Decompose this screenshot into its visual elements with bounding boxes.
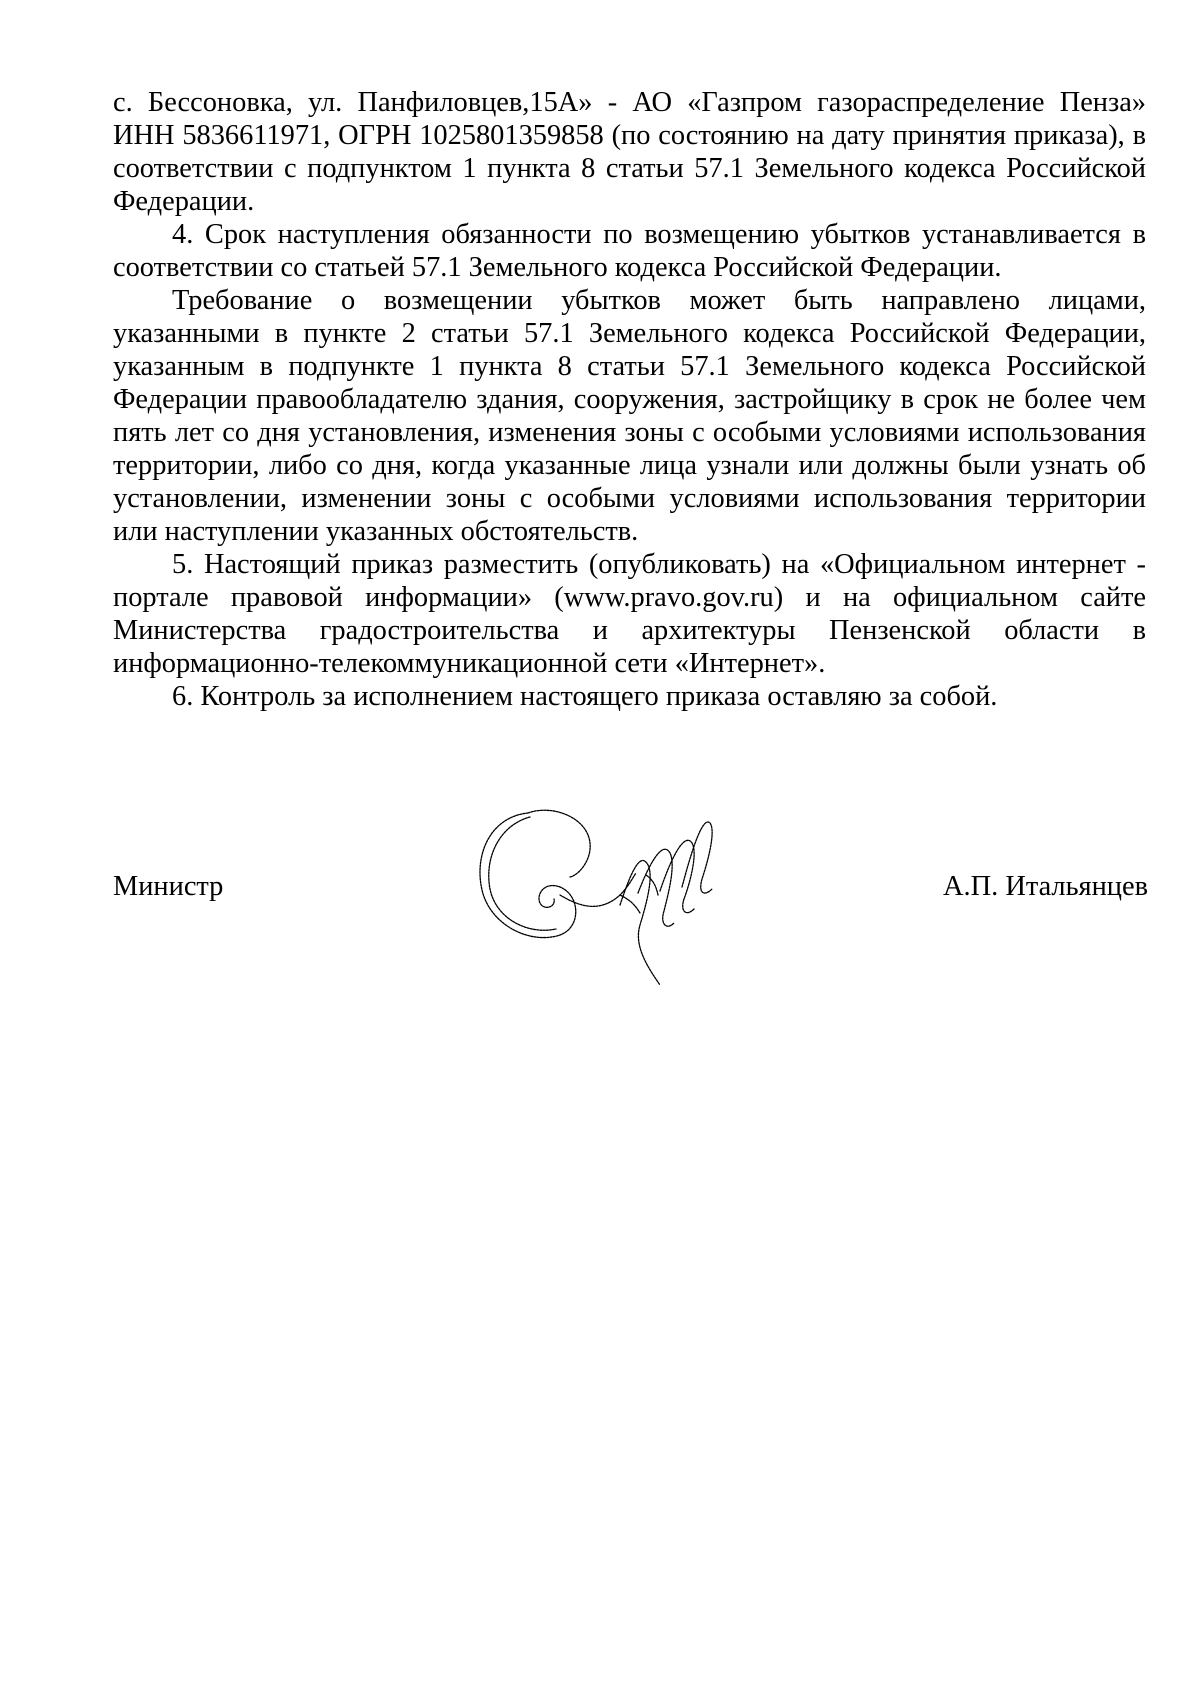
signatory-name: А.П. Итальянцев [943,871,1148,902]
paragraph-item-4: 4. Срок наступления обязанности по возмещению убытков устанавливается в соответствии со статьей 57.1 Земельного кодекса Российской Федерации. [113,219,1146,283]
handwritten-signature-icon [470,795,730,985]
document-body [113,86,1146,713]
paragraph-damages-claim: Требование о возмещении убытков может быть направлено лицами, указанными в пункте 2 статьи 57.1 Земельного кодекса Российской Федерации, указанным в подпункте 1 пункта 8 статьи 57.1 Земельного кодекса Российской Федерации правообладателю здания, сооружения, застройщику в срок не более чем пять лет со дня установления, изменения зоны с особыми условиями использования территории, либо со дня, когда указанные лица узнали или должны были узнать об установлении, изменении зоны с особыми условиями использования территории или наступлении указанных обстоятельств. [113,285,1146,547]
signatory-title: Министр [113,871,224,902]
paragraph-continuation: с. Бессоновка, ул. Панфиловцев,15А» - АО «Газпром газораспределение Пенза» ИНН 5836611971, ОГРН 1025801359858 (по состоянию на дату принятия приказа), в соответствии с подпунктом 1 пункта 8 статьи 57.1 Земельного кодекса Российской Федерации. [113,87,1146,217]
paragraph-item-5: 5. Настоящий приказ разместить (опубликовать) на «Официальном интернет - портале правовой информации» (www.pravo.gov.ru) и на официальном сайте Министерства градостроительства и архитектуры Пензенской области в информационно-телекоммуникационной сети «Интернет». [113,549,1146,679]
paragraph-item-6: 6. Контроль за исполнением настоящего приказа оставляю за собой. [172,681,998,712]
